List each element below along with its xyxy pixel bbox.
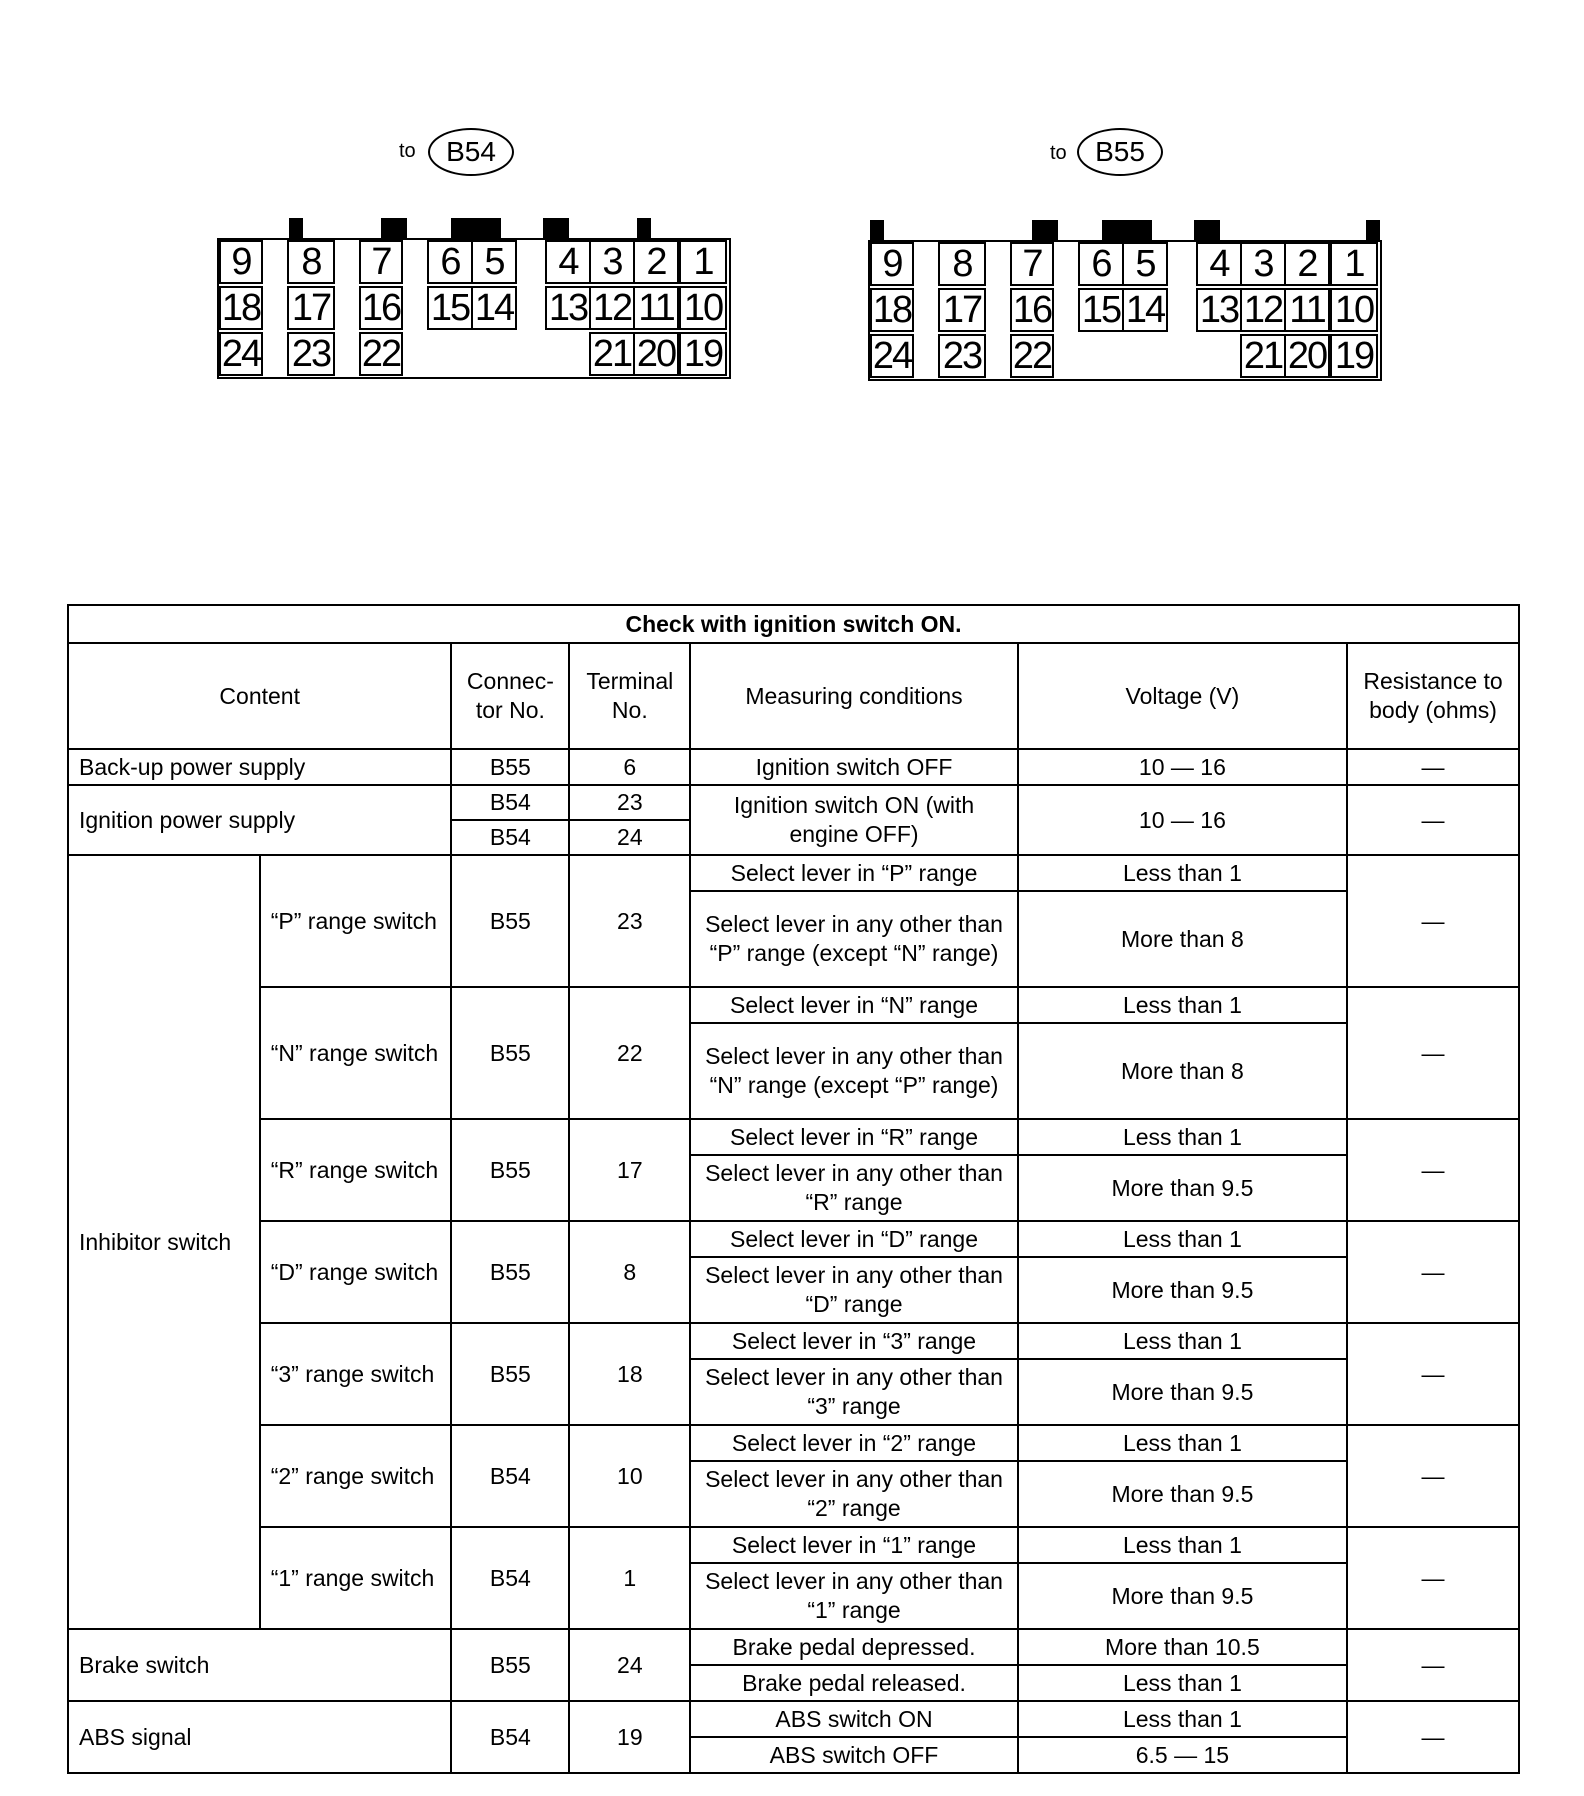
pin: 11 xyxy=(1284,288,1330,332)
pin: 24 xyxy=(219,332,263,376)
resistance-cell: — xyxy=(1347,749,1519,785)
pin: 11 xyxy=(633,286,679,330)
range-switch-name: “1” range switch xyxy=(260,1527,452,1629)
content-cell: Back-up power supply xyxy=(68,749,451,785)
resistance-cell: — xyxy=(1347,1221,1519,1323)
terminal-cell: 24 xyxy=(569,1629,690,1701)
check-table xyxy=(67,604,1520,1774)
pin: 15 xyxy=(1078,288,1124,332)
pin: 7 xyxy=(1010,242,1054,286)
voltage-cell: More than 9.5 xyxy=(1018,1155,1347,1221)
pin: 18 xyxy=(219,286,263,330)
voltage-cell: More than 9.5 xyxy=(1018,1563,1347,1629)
locking-tab xyxy=(1366,220,1380,242)
connector-cell: B54 xyxy=(451,785,569,820)
terminal-cell: 10 xyxy=(569,1425,690,1527)
condition-cell: Select lever in “3” range xyxy=(690,1323,1017,1359)
pin: 19 xyxy=(1330,334,1378,378)
table-row xyxy=(68,1527,1519,1563)
table-row xyxy=(68,987,1519,1023)
connector-cell: B54 xyxy=(451,1701,569,1773)
pin: 9 xyxy=(219,240,263,284)
to-label: to xyxy=(1050,142,1067,164)
voltage-cell: More than 9.5 xyxy=(1018,1257,1347,1323)
pin: 8 xyxy=(287,240,335,284)
condition-cell: Select lever in “R” range xyxy=(690,1119,1017,1155)
terminal-cell: 18 xyxy=(569,1323,690,1425)
table-row xyxy=(68,1323,1519,1359)
resistance-cell: — xyxy=(1347,1527,1519,1629)
terminal-cell: 22 xyxy=(569,987,690,1119)
resistance-cell: — xyxy=(1347,1323,1519,1425)
resistance-cell: — xyxy=(1347,987,1519,1119)
terminal-cell: 19 xyxy=(569,1701,690,1773)
pin: 5 xyxy=(471,240,517,284)
connector-cell: B55 xyxy=(451,1119,569,1221)
pin: 20 xyxy=(1284,334,1330,378)
header-content: Content xyxy=(68,643,451,749)
table-row xyxy=(68,785,1519,820)
condition-cell: Select lever in any other than “1” range xyxy=(690,1563,1017,1629)
pin: 9 xyxy=(870,242,914,286)
terminal-cell: 23 xyxy=(569,785,690,820)
range-switch-name: “R” range switch xyxy=(260,1119,452,1221)
condition-cell: Select lever in any other than “2” range xyxy=(690,1461,1017,1527)
locking-tab xyxy=(1032,220,1058,242)
resistance-cell: — xyxy=(1347,1629,1519,1701)
pin: 16 xyxy=(1010,288,1054,332)
terminal-cell: 24 xyxy=(569,820,690,855)
pin: 10 xyxy=(679,286,727,330)
voltage-cell: More than 10.5 xyxy=(1018,1629,1347,1665)
condition-cell: Select lever in any other than “D” range xyxy=(690,1257,1017,1323)
voltage-cell: More than 8 xyxy=(1018,1023,1347,1119)
terminal-cell: 17 xyxy=(569,1119,690,1221)
pin: 19 xyxy=(679,332,727,376)
connector-cell: B55 xyxy=(451,1221,569,1323)
voltage-cell: Less than 1 xyxy=(1018,1323,1347,1359)
condition-cell: ABS switch ON xyxy=(690,1701,1017,1737)
pin: 6 xyxy=(1078,242,1124,286)
condition-cell: ABS switch OFF xyxy=(690,1737,1017,1773)
resistance-cell: — xyxy=(1347,1119,1519,1221)
voltage-cell: 10 — 16 xyxy=(1018,785,1347,855)
resistance-cell: — xyxy=(1347,855,1519,987)
terminal-cell: 23 xyxy=(569,855,690,987)
resistance-cell: — xyxy=(1347,785,1519,855)
voltage-cell: Less than 1 xyxy=(1018,1527,1347,1563)
voltage-cell: Less than 1 xyxy=(1018,1425,1347,1461)
voltage-cell: 6.5 — 15 xyxy=(1018,1737,1347,1773)
pin: 10 xyxy=(1330,288,1378,332)
header-connector: Connec- tor No. xyxy=(451,643,569,749)
pin: 7 xyxy=(359,240,403,284)
table-row xyxy=(68,1119,1519,1155)
condition-cell: Select lever in “D” range xyxy=(690,1221,1017,1257)
pin: 5 xyxy=(1122,242,1168,286)
voltage-cell: Less than 1 xyxy=(1018,855,1347,891)
pin: 1 xyxy=(1330,242,1378,286)
connector-cell: B55 xyxy=(451,987,569,1119)
range-switch-name: “N” range switch xyxy=(260,987,452,1119)
header-voltage: Voltage (V) xyxy=(1018,643,1347,749)
pin: 20 xyxy=(633,332,679,376)
pin: 24 xyxy=(870,334,914,378)
condition-cell: Brake pedal depressed. xyxy=(690,1629,1017,1665)
pin: 23 xyxy=(287,332,335,376)
table-row xyxy=(68,1701,1519,1737)
connector-id-oval: B55 xyxy=(1077,128,1163,176)
condition-cell: Ignition switch ON (with engine OFF) xyxy=(690,785,1017,855)
connector-cell: B54 xyxy=(451,820,569,855)
condition-cell: Ignition switch OFF xyxy=(690,749,1017,785)
condition-cell: Brake pedal released. xyxy=(690,1665,1017,1701)
pin: 2 xyxy=(633,240,679,284)
voltage-cell: More than 9.5 xyxy=(1018,1461,1347,1527)
pin: 3 xyxy=(589,240,635,284)
content-cell: Ignition power supply xyxy=(68,785,451,855)
locking-tab xyxy=(1194,220,1220,242)
table-caption: Check with ignition switch ON. xyxy=(68,605,1519,643)
pin: 6 xyxy=(427,240,473,284)
voltage-cell: Less than 1 xyxy=(1018,1665,1347,1701)
voltage-cell: Less than 1 xyxy=(1018,1221,1347,1257)
connector-cell: B55 xyxy=(451,1323,569,1425)
condition-cell: Select lever in any other than “N” range (except “P” range) xyxy=(690,1023,1017,1119)
voltage-cell: Less than 1 xyxy=(1018,1701,1347,1737)
connector-cell: B55 xyxy=(451,749,569,785)
pin: 12 xyxy=(589,286,635,330)
connector-cell: B54 xyxy=(451,1425,569,1527)
locking-tab xyxy=(543,218,569,240)
connector-id-oval: B54 xyxy=(428,128,514,176)
condition-cell: Select lever in any other than “P” range (except “N” range) xyxy=(690,891,1017,987)
locking-tab xyxy=(289,218,303,240)
voltage-cell: 10 — 16 xyxy=(1018,749,1347,785)
pin: 2 xyxy=(1284,242,1330,286)
pin: 14 xyxy=(471,286,517,330)
condition-cell: Select lever in “1” range xyxy=(690,1527,1017,1563)
pin: 13 xyxy=(1196,288,1242,332)
pin: 12 xyxy=(1240,288,1286,332)
pin: 17 xyxy=(287,286,335,330)
connector-body xyxy=(217,238,731,379)
pin: 14 xyxy=(1122,288,1168,332)
range-switch-name: “2” range switch xyxy=(260,1425,452,1527)
terminal-cell: 6 xyxy=(569,749,690,785)
pin: 17 xyxy=(938,288,986,332)
pin: 16 xyxy=(359,286,403,330)
content-cell: Brake switch xyxy=(68,1629,451,1701)
locking-tab xyxy=(1102,220,1152,242)
range-switch-name: “D” range switch xyxy=(260,1221,452,1323)
voltage-cell: More than 9.5 xyxy=(1018,1359,1347,1425)
header-resistance: Resistance to body (ohms) xyxy=(1347,643,1519,749)
pin: 15 xyxy=(427,286,473,330)
pin: 4 xyxy=(545,240,591,284)
locking-tab xyxy=(637,218,651,240)
pin: 21 xyxy=(1240,334,1286,378)
pin: 1 xyxy=(679,240,727,284)
table-row xyxy=(68,749,1519,785)
locking-tab xyxy=(870,220,884,242)
condition-cell: Select lever in any other than “3” range xyxy=(690,1359,1017,1425)
voltage-cell: Less than 1 xyxy=(1018,987,1347,1023)
condition-cell: Select lever in “P” range xyxy=(690,855,1017,891)
table-row xyxy=(68,1221,1519,1257)
pin: 3 xyxy=(1240,242,1286,286)
voltage-cell: More than 8 xyxy=(1018,891,1347,987)
range-switch-name: “P” range switch xyxy=(260,855,452,987)
header-row xyxy=(68,643,1519,749)
connector-body xyxy=(868,240,1382,381)
condition-cell: Select lever in “N” range xyxy=(690,987,1017,1023)
condition-cell: Select lever in any other than “R” range xyxy=(690,1155,1017,1221)
pin: 23 xyxy=(938,334,986,378)
header-conditions: Measuring conditions xyxy=(690,643,1017,749)
terminal-cell: 8 xyxy=(569,1221,690,1323)
connector-cell: B55 xyxy=(451,1629,569,1701)
to-label: to xyxy=(399,140,416,162)
pin: 21 xyxy=(589,332,635,376)
pin: 22 xyxy=(1010,334,1054,378)
table-row xyxy=(68,855,1519,891)
table-row xyxy=(68,1425,1519,1461)
pin: 22 xyxy=(359,332,403,376)
condition-cell: Select lever in “2” range xyxy=(690,1425,1017,1461)
content-cell: ABS signal xyxy=(68,1701,451,1773)
connector-cell: B54 xyxy=(451,1527,569,1629)
resistance-cell: — xyxy=(1347,1425,1519,1527)
voltage-cell: Less than 1 xyxy=(1018,1119,1347,1155)
pin: 8 xyxy=(938,242,986,286)
inhibitor-switch-cell: Inhibitor switch xyxy=(68,855,260,1629)
terminal-cell: 1 xyxy=(569,1527,690,1629)
header-terminal: Terminal No. xyxy=(569,643,690,749)
pin: 13 xyxy=(545,286,591,330)
resistance-cell: — xyxy=(1347,1701,1519,1773)
table-row xyxy=(68,1629,1519,1665)
pin: 18 xyxy=(870,288,914,332)
connector-cell: B55 xyxy=(451,855,569,987)
locking-tab xyxy=(451,218,501,240)
pin: 4 xyxy=(1196,242,1242,286)
locking-tab xyxy=(381,218,407,240)
range-switch-name: “3” range switch xyxy=(260,1323,452,1425)
